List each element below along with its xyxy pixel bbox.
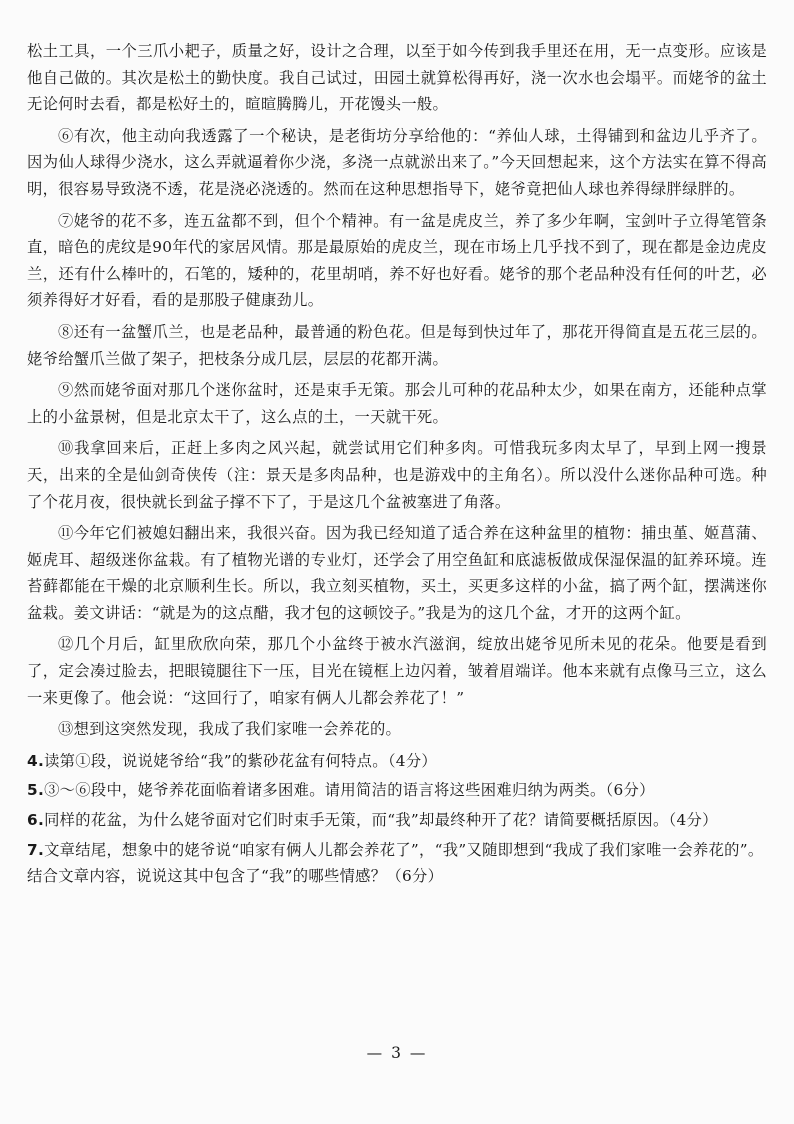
question-number: 4. xyxy=(27,751,45,770)
question-text: ③～⑥段中，姥爷养花面临着诸多困难。请用简洁的语言将这些困难归纳为两类。（6分） xyxy=(44,781,655,800)
passage-paragraph-9: ⑨然而姥爷面对那几个迷你盆时，还是束手无策。那会儿可种的花品种太少，如果在南方，还能种点掌上的小盆景树，但是北京太干了，这么点的土，一天就干死。 xyxy=(27,381,767,426)
passage-paragraph-12: ⑫几个月后，缸里欣欣向荣，那几个小盆终于被水汽滋润，绽放出姥爷见所未见的花朵。他要是看到了，定会凑过脸去，把眼镜腿往下一压，目光在镜框上边闪着，皱着眉端详。他本来就有点像马三立，这么一来更像了。他会说：“这回行了，咱家有俩人儿都会养花了！” xyxy=(27,635,767,707)
question-text: 同样的花盆，为什么姥爷面对它们时束手无策，而“我”却最终种开了花？请简要概括原因。（4分） xyxy=(44,811,718,830)
question-text: 文章结尾，想象中的姥爷说“咱家有俩人儿都会养花了”，“我”又随即想到“我成了我们家唯一会养花的”。结合文章内容，说说这其中包含了“我”的哪些情感？（6分） xyxy=(27,840,764,886)
question-number: 6. xyxy=(27,811,45,830)
question-number: 5. xyxy=(27,781,45,800)
reading-passage xyxy=(27,38,767,893)
passage-paragraph-11: ⑪今年它们被媳妇翻出来，我很兴奋。因为我已经知道了适合养在这种盆里的植物：捕虫堇、姬菖蒲、姬虎耳、超级迷你盆栽。有了植物光谱的专业灯，还学会了用空鱼缸和底滤板做成保湿保温的缸养环境。连苔藓都能在干燥的北京顺利生长。所以，我立刻买植物，买土，买更多这样的小盆，搞了两个缸，摆满迷你盆栽。姜文讲话：“就是为的这点醋，我才包的这顿饺子。”我是为的这几个盆，才开的这两个缸。 xyxy=(27,524,767,622)
question-5 xyxy=(27,777,767,804)
question-4 xyxy=(27,748,767,775)
question-6 xyxy=(27,807,767,834)
question-7 xyxy=(27,837,767,890)
passage-paragraph-10: ⑩我拿回来后，正赶上多肉之风兴起，就尝试用它们种多肉。可惜我玩多肉太早了，早到上网一搜景天，出来的全是仙剑奇侠传（注：景天是多肉品种，也是游戏中的主角名）。所以没什么迷你品种可选。种了个花月夜，很快就长到盆子撑不下了，于是这几个盆被塞进了角落。 xyxy=(27,439,767,511)
passage-paragraph-7: ⑦姥爷的花不多，连五盆都不到，但个个精神。有一盆是虎皮兰，养了多少年啊，宝剑叶子立得笔管条直，暗色的虎纹是90年代的家居风情。那是最原始的虎皮兰，现在市场上几乎找不到了，现在都是金边虎皮兰，还有什么棒叶的，石笔的，矮种的，花里胡哨，养不好也好看。姥爷的那个老品种没有任何的叶艺，必须养得好才好看，看的是那股子健康劲儿。 xyxy=(27,211,767,310)
page-number: — 3 — xyxy=(366,1044,428,1062)
question-text: 读第①段，说说姥爷给“我”的紫砂花盆有何特点。（4分） xyxy=(44,751,438,770)
passage-paragraph-5-cont: 松土工具，一个三爪小耙子，质量之好，设计之合理，以至于如今传到我手里还在用，无一点变形。应该是他自己做的。其次是松土的勤快度。我自己试过，田园土就算松得再好，浇一次水也会塌平。而姥爷的盆土无论何时去看，都是松好土的，暄暄腾腾儿，开花馒头一般。 xyxy=(27,42,767,114)
question-number: 7. xyxy=(27,840,45,859)
passage-paragraph-13: ⑬想到这突然发现，我成了我们家唯一会养花的。 xyxy=(58,720,402,739)
question-list xyxy=(27,748,767,890)
passage-paragraph-6: ⑥有次，他主动向我透露了一个秘诀，是老街坊分享给他的：“养仙人球，土得铺到和盆边儿乎齐了。因为仙人球得少浇水，这么弄就逼着你少浇，多浇一点就淤出来了。”今天回想起来，这个方法实在算不得高明，很容易导致浇不透，花是浇必浇透的。然而在这种思想指导下，姥爷竟把仙人球也养得绿胖绿胖的。 xyxy=(27,126,767,198)
passage-paragraph-8: ⑧还有一盆蟹爪兰，也是老品种，最普通的粉色花。但是每到快过年了，那花开得简直是五花三层的。姥爷给蟹爪兰做了架子，把枝条分成几层，层层的花都开满。 xyxy=(27,322,767,368)
